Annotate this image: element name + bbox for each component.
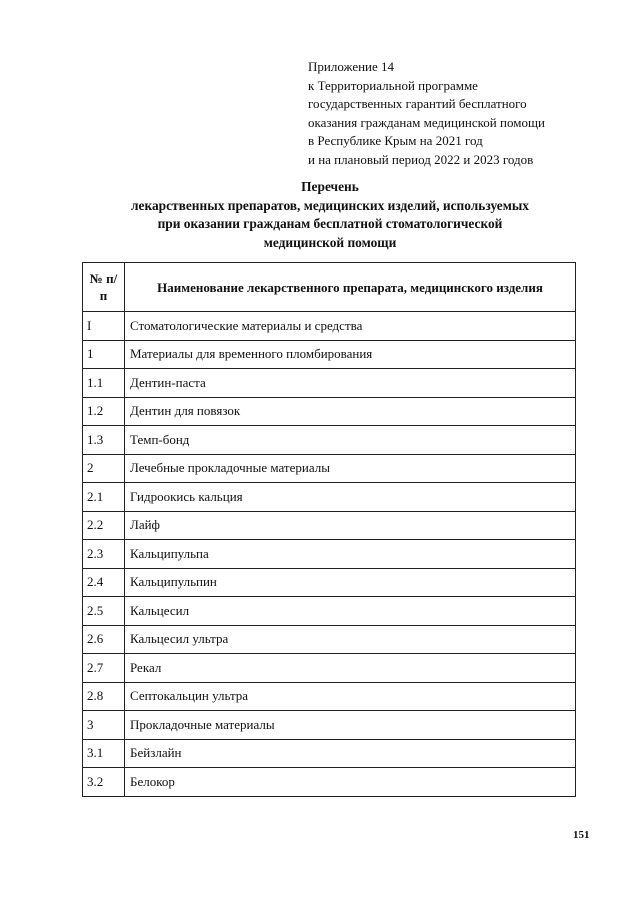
row-item-name: Кальцесил [125, 597, 576, 626]
row-number: 2.2 [83, 511, 125, 540]
table-row [83, 711, 576, 740]
table-row [83, 454, 576, 483]
table-row [83, 312, 576, 341]
table-row [83, 340, 576, 369]
row-item-name: Рекал [125, 654, 576, 683]
table-row [83, 597, 576, 626]
materials-table [82, 262, 576, 797]
row-number: 2.7 [83, 654, 125, 683]
row-number: 2.4 [83, 568, 125, 597]
row-item-name: Стоматологические материалы и средства [125, 312, 576, 341]
title-line: медицинской помощи [263, 234, 397, 250]
row-item-name: Дентин-паста [125, 369, 576, 398]
table-row [83, 625, 576, 654]
table-row [83, 568, 576, 597]
document-title [80, 178, 580, 252]
row-item-name: Кальципульпин [125, 568, 576, 597]
table-row [83, 397, 576, 426]
row-number: 3.1 [83, 739, 125, 768]
row-number: 2.1 [83, 483, 125, 512]
table-header-row [83, 263, 576, 312]
appendix-note [308, 58, 545, 169]
row-item-name: Белокор [125, 768, 576, 797]
row-item-name: Дентин для повязок [125, 397, 576, 426]
row-number: 2.8 [83, 682, 125, 711]
row-number: 1.2 [83, 397, 125, 426]
row-item-name: Лечебные прокладочные материалы [125, 454, 576, 483]
table-row [83, 768, 576, 797]
appendix-line: и на плановый период 2022 и 2023 годов [308, 151, 534, 167]
appendix-line: к Территориальной программе [308, 77, 478, 93]
table-row [83, 654, 576, 683]
table-row [83, 483, 576, 512]
row-number: 1 [83, 340, 125, 369]
table-body [83, 312, 576, 797]
table-row [83, 540, 576, 569]
appendix-line: оказания гражданам медицинской помощи [308, 114, 545, 130]
row-number: 3 [83, 711, 125, 740]
table-row [83, 426, 576, 455]
row-item-name: Септокальцин ультра [125, 682, 576, 711]
row-number: 3.2 [83, 768, 125, 797]
appendix-line: государственных гарантий бесплатного [308, 96, 527, 111]
row-item-name: Кальцесил ультра [125, 625, 576, 654]
row-number: 2.6 [83, 625, 125, 654]
row-item-name: Материалы для временного пломбирования [125, 340, 576, 369]
column-header-name: Наименование лекарственного препарата, медицинского изделия [125, 263, 576, 312]
title-line: при оказании гражданам бесплатной стоматологической [157, 216, 503, 231]
row-number: 2.5 [83, 597, 125, 626]
row-item-name: Бейзлайн [125, 739, 576, 768]
row-number: 1.1 [83, 369, 125, 398]
title-line: лекарственных препаратов, медицинских изделий, используемых [131, 197, 529, 213]
row-item-name: Темп-бонд [125, 426, 576, 455]
row-number: I [83, 312, 125, 341]
appendix-line: в Республике Крым на 2021 год [308, 133, 483, 148]
table-row [83, 511, 576, 540]
page-number: 151 [573, 829, 590, 841]
row-item-name: Лайф [125, 511, 576, 540]
row-item-name: Гидроокись кальция [125, 483, 576, 512]
column-header-number: № п/п [83, 263, 125, 312]
table-row [83, 369, 576, 398]
row-item-name: Прокладочные материалы [125, 711, 576, 740]
row-item-name: Кальципульпа [125, 540, 576, 569]
appendix-line: Приложение 14 [308, 59, 395, 74]
row-number: 2.3 [83, 540, 125, 569]
title-line: Перечень [301, 179, 359, 194]
row-number: 2 [83, 454, 125, 483]
table-row [83, 682, 576, 711]
row-number: 1.3 [83, 426, 125, 455]
table-row [83, 739, 576, 768]
